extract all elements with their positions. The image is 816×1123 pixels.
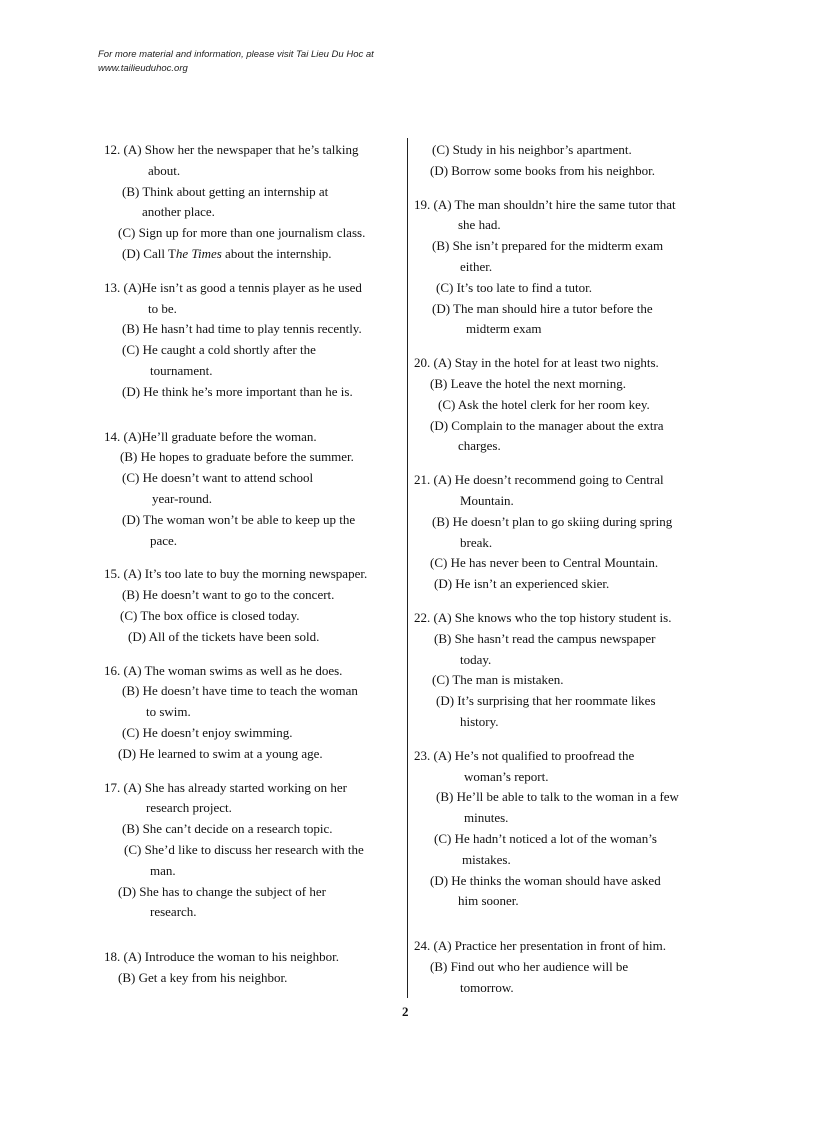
question-22 [414,608,714,733]
option-b: (B) Find out who her audience will be [430,958,629,974]
option-b: (B) He doesn’t plan to go skiing during spring [432,513,673,529]
option-a: 23. (A) He’s not qualified to proofread the [414,747,635,763]
question-12 [104,140,404,265]
question-13 [104,278,404,403]
question-16 [104,661,404,765]
option-d-cont: history. [460,713,499,729]
option-b: (B) Leave the hotel the next morning. [430,375,627,391]
option-c: (C) He has never been to Central Mountain. [430,555,659,571]
option-a: 14. (A)He’ll graduate before the woman. [104,428,317,444]
right-column [414,140,714,1011]
option-c: (C) He doesn’t want to attend school [122,470,314,486]
option-b-cont: minutes. [464,810,509,826]
question-20 [414,353,714,457]
option-b-cont: to swim. [146,704,191,720]
option-c: (C) Sign up for more than one journalism class. [118,225,366,241]
option-d: (D) The man should hire a tutor before the [432,300,653,316]
option-c: (C) Study in his neighbor’s apartment. [432,142,632,157]
option-a: 21. (A) He doesn’t recommend going to Central [414,472,664,488]
option-b-cont: another place. [142,204,215,220]
question-14 [104,427,404,552]
option-a: 15. (A) It’s too late to buy the morning newspaper. [104,566,368,582]
option-d: (D) He think he’s more important than he is. [122,383,353,399]
option-d: (D) He isn’t an experienced skier. [434,576,610,592]
header-line-2: www.tailieuduhoc.org [98,63,188,74]
option-b: (B) He’ll be able to talk to the woman in a few [436,789,679,805]
option-d: (D) All of the tickets have been sold. [128,628,320,644]
option-d-suffix: about the internship. [221,245,332,261]
option-a: 24. (A) Practice her presentation in front of him. [414,938,666,954]
option-b-cont: either. [460,258,493,274]
option-a-cont: to be. [148,300,177,316]
option-c: (C) The box office is closed today. [120,607,300,623]
option-d: (D) The woman won’t be able to keep up the [122,511,356,527]
option-d-cont: research. [150,904,197,920]
option-c-cont: man. [150,862,176,878]
question-18-continued [414,140,714,182]
option-a: 12. (A) Show her the newspaper that he’s talking [104,142,359,157]
option-c: (C) He caught a cold shortly after the [122,342,316,358]
option-d-cont: him sooner. [458,893,519,909]
option-d-cont: midterm exam [466,321,542,337]
option-a-cont: Mountain. [460,492,514,508]
option-c: (C) He hadn’t noticed a lot of the woman’s [434,830,657,846]
option-a: 22. (A) She knows who the top history student is. [414,609,672,625]
option-b: (B) Think about getting an internship at [122,183,329,199]
option-b-cont: tomorrow. [460,979,514,995]
option-c-cont: year-round. [152,490,213,506]
option-b-cont: break. [460,534,493,550]
option-a: 20. (A) Stay in the hotel for at least two nights. [414,355,659,371]
option-b: (B) She can’t decide on a research topic. [122,821,333,837]
option-a-cont: she had. [458,217,501,233]
option-a-cont: about. [148,162,181,178]
option-d: (D) Complain to the manager about the extra [430,417,664,433]
option-c-cont: tournament. [150,362,213,378]
question-17 [104,778,404,924]
option-a: 18. (A) Introduce the woman to his neighbor. [104,949,340,965]
option-c: (C) He doesn’t enjoy swimming. [122,724,293,740]
option-d [104,244,404,265]
option-d-cont: charges. [458,438,501,454]
option-d: (D) He learned to swim at a young age. [118,745,323,761]
option-b: (B) He doesn’t want to go to the concert. [122,587,335,603]
option-c: (C) She’d like to discuss her research with the [124,841,364,857]
question-23 [414,746,714,912]
question-24 [414,936,714,998]
option-c: (C) It’s too late to find a tutor. [436,279,592,295]
option-d: (D) She has to change the subject of her [118,883,326,899]
option-b: (B) She hasn’t read the campus newspaper [434,630,656,646]
newspaper-title: he Times [175,245,222,261]
page-number: 2 [402,1004,409,1019]
question-21 [414,470,714,595]
question-19 [414,195,714,341]
option-b: (B) He hasn’t had time to play tennis recently. [122,321,362,337]
option-d: (D) It’s surprising that her roommate likes [436,693,656,709]
option-b-cont: today. [460,651,492,667]
option-c: (C) The man is mistaken. [432,672,564,688]
option-a: 16. (A) The woman swims as well as he does. [104,662,343,678]
option-d: (D) He thinks the woman should have asked [430,872,661,888]
page-header [98,48,374,76]
option-c: (C) Ask the hotel clerk for her room key. [438,396,650,412]
option-d-prefix: (D) Call T [122,245,176,261]
header-line-1: For more material and information, please visit Tai Lieu Du Hoc at [98,49,374,60]
option-a: 17. (A) She has already started working on her [104,779,347,795]
question-18 [104,947,404,989]
question-15 [104,564,404,647]
option-b: (B) She isn’t prepared for the midterm exam [432,238,664,254]
option-a-cont: research project. [146,800,232,816]
option-a: 19. (A) The man shouldn’t hire the same tutor that [414,196,676,212]
option-b: (B) He doesn’t have time to teach the woman [122,683,358,699]
option-b: (B) He hopes to graduate before the summer. [120,449,354,465]
option-d: (D) Borrow some books from his neighbor. [430,162,655,178]
option-d-cont: pace. [150,532,178,548]
option-b: (B) Get a key from his neighbor. [118,969,288,985]
column-divider [407,138,408,998]
option-a-cont: woman’s report. [464,768,549,784]
option-a: 13. (A)He isn’t as good a tennis player as he used [104,279,362,295]
left-column [104,140,404,1002]
option-c-cont: mistakes. [462,851,511,867]
